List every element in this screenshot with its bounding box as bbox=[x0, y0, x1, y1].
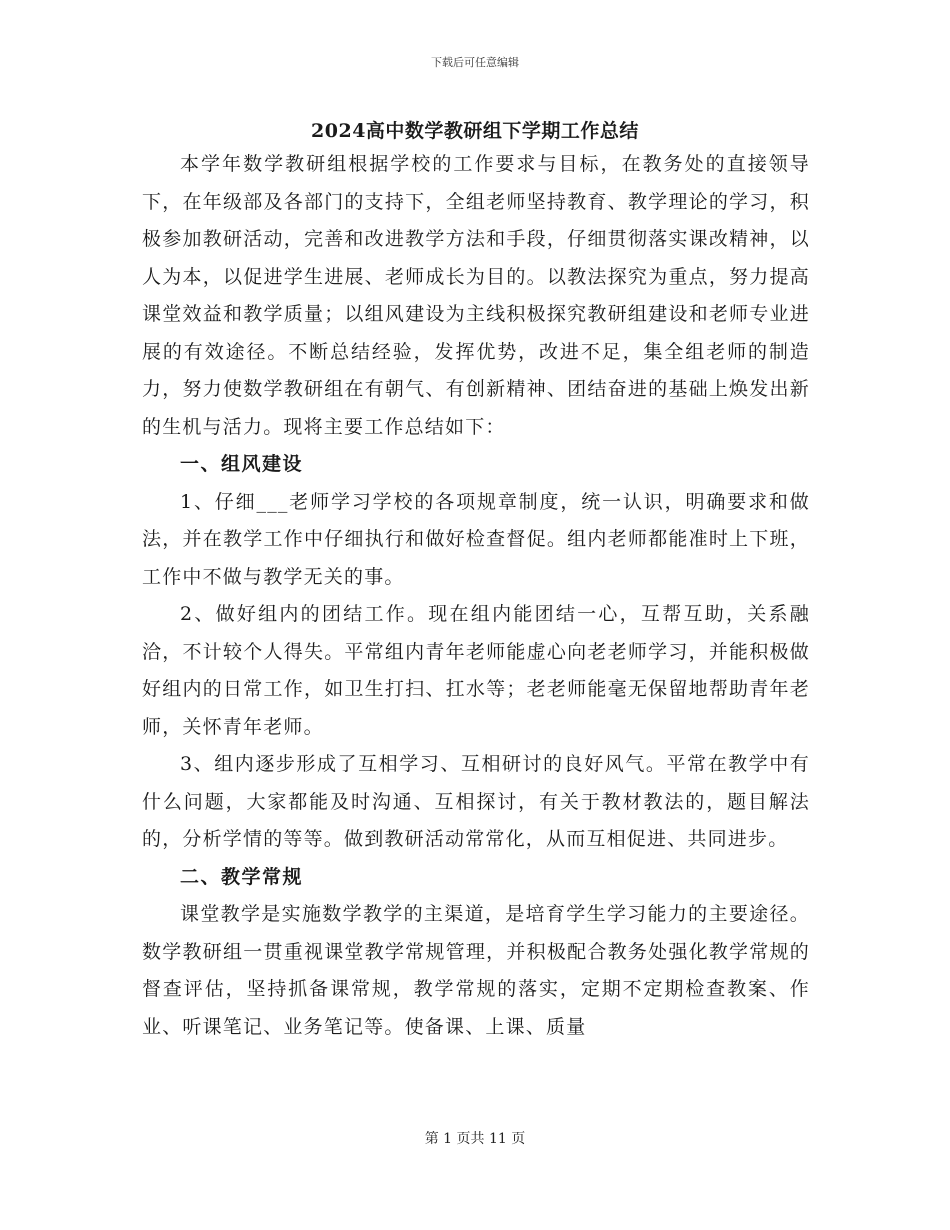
section1-item-2: 2、做好组内的团结工作。现在组内能团结一心，互帮互助，关系融洽，不计较个人得失。平常组内青年老师能虚心向老老师学习，并能积极做好组内的日常工作，如卫生打扫、扛水等；老老师能毫无保留地帮助青年老师，关怀青年老师。 bbox=[142, 603, 810, 738]
page-number-footer: 第 1 页共 11 页 bbox=[424, 1131, 526, 1147]
section-heading-1: 一、组风建设 bbox=[180, 453, 304, 475]
header-note: 下载后可任意编辑 bbox=[431, 56, 519, 69]
section1-item-3: 3、组内逐步形成了互相学习、互相研讨的良好风气。平常在教学中有什么问题，大家都能及时沟通、互相探讨，有关于教材教法的，题目解法的，分析学情的等等。做到教研活动常常化，从而互相促进、共同进步。 bbox=[142, 753, 810, 850]
intro-paragraph: 本学年数学教研组根据学校的工作要求与目标，在教务处的直接领导下，在年级部及各部门的支持下，全组老师坚持教育、教学理论的学习，积极参加教研活动，完善和改进教学方法和手段，仔细贯彻落实课改精神，以人为本，以促进学生进展、老师成长为目的。以教法探究为重点，努力提高课堂效益和教学质量；以组风建设为主线积极探究教研组建设和老师专业进展的有效途径。不断总结经验，发挥优势，改进不足，集全组老师的制造力，努力使数学教研组在有朝气、有创新精神、团结奋进的基础上焕发出新的生机与活力。现将主要工作总结如下： bbox=[142, 153, 810, 438]
document-title: 2024高中数学教研组下学期工作总结 bbox=[311, 120, 639, 142]
section2-paragraph: 课堂教学是实施数学教学的主渠道，是培育学生学习能力的主要途径。数学教研组一贯重视课堂教学常规管理，并积极配合教务处强化教学常规的督查评估，坚持抓备课常规，教学常规的落实，定期不定期检查教案、作业、听课笔记、业务笔记等。使备课、上课、质量 bbox=[142, 903, 810, 1038]
section-heading-2: 二、教学常规 bbox=[180, 865, 304, 888]
section1-item-1: 1、仔细___老师学习学校的各项规章制度，统一认识，明确要求和做法，并在教学工作中仔细执行和做好检查督促。组内老师都能准时上下班，工作中不做与教学无关的事。 bbox=[142, 490, 810, 588]
document-body bbox=[142, 146, 810, 1046]
